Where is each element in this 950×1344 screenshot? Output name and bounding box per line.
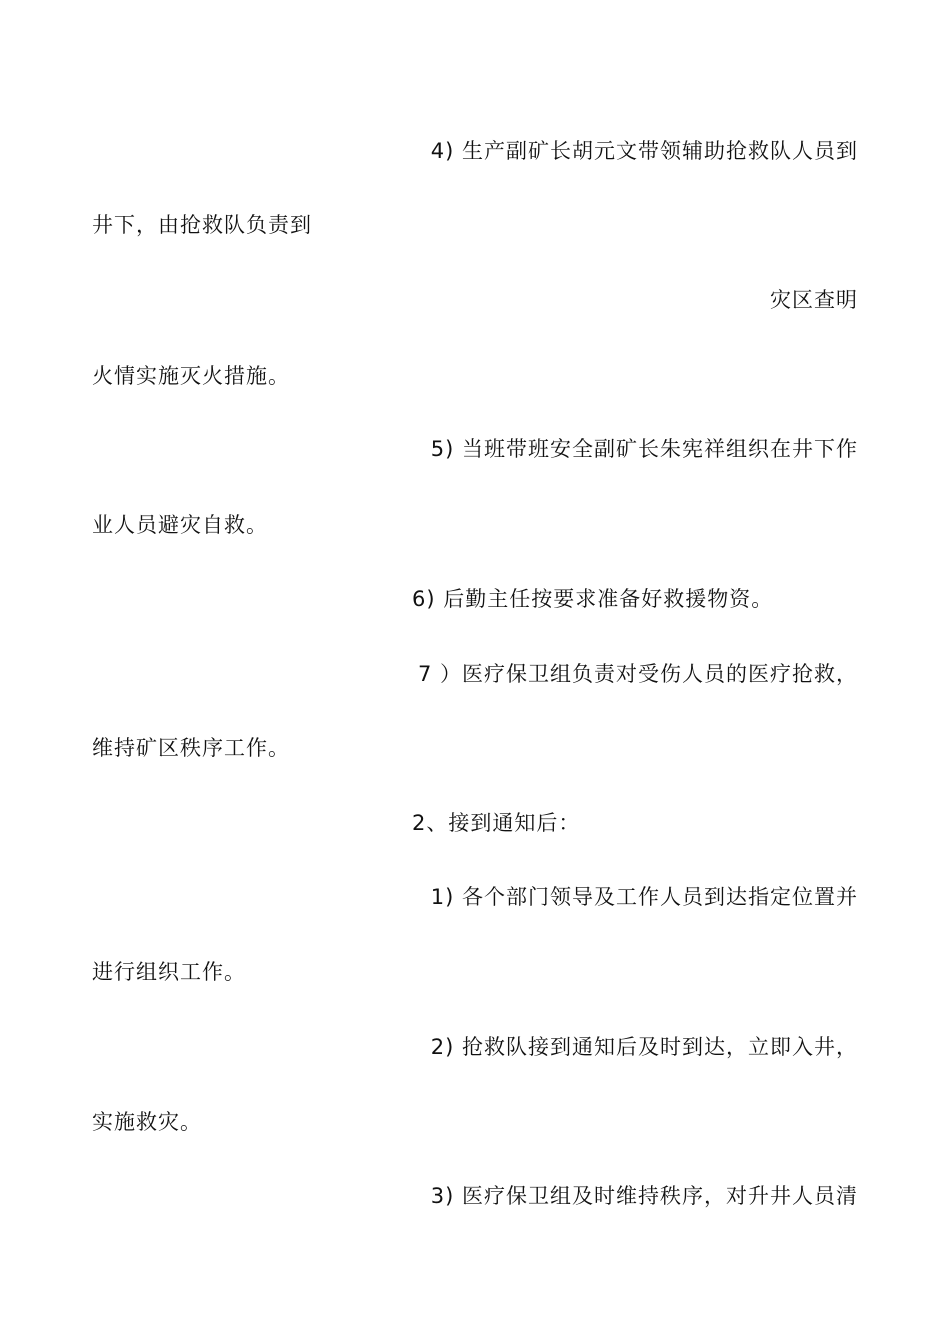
- paragraph-line: 1) 各个部门领导及工作人员到达指定位置并: [430, 885, 858, 909]
- paragraph-line: 4) 生产副矿长胡元文带领辅助抢救队人员到: [430, 139, 858, 163]
- paragraph-line: 井下，由抢救队负责到: [92, 213, 312, 237]
- paragraph-line: 2) 抢救队接到通知后及时到达，立即入井，: [430, 1035, 858, 1059]
- paragraph-line: 业人员避灾自救。: [92, 513, 268, 537]
- paragraph-line: 灾区查明: [770, 288, 858, 312]
- paragraph-line: 实施救灾。: [92, 1110, 202, 1134]
- paragraph-line: 5) 当班带班安全副矿长朱宪祥组织在井下作: [430, 437, 858, 461]
- paragraph-line: 7 ）医疗保卫组负责对受伤人员的医疗抢救，: [417, 662, 858, 686]
- paragraph-line: 进行组织工作。: [92, 960, 246, 984]
- section-heading: 2、接到通知后：: [412, 811, 581, 835]
- paragraph-line: 3) 医疗保卫组及时维持秩序，对升井人员清: [430, 1184, 858, 1208]
- paragraph-line: 维持矿区秩序工作。: [92, 736, 290, 760]
- paragraph-line: 火情实施灭火措施。: [92, 364, 290, 388]
- paragraph-line: 6) 后勤主任按要求准备好救援物资。: [412, 587, 774, 611]
